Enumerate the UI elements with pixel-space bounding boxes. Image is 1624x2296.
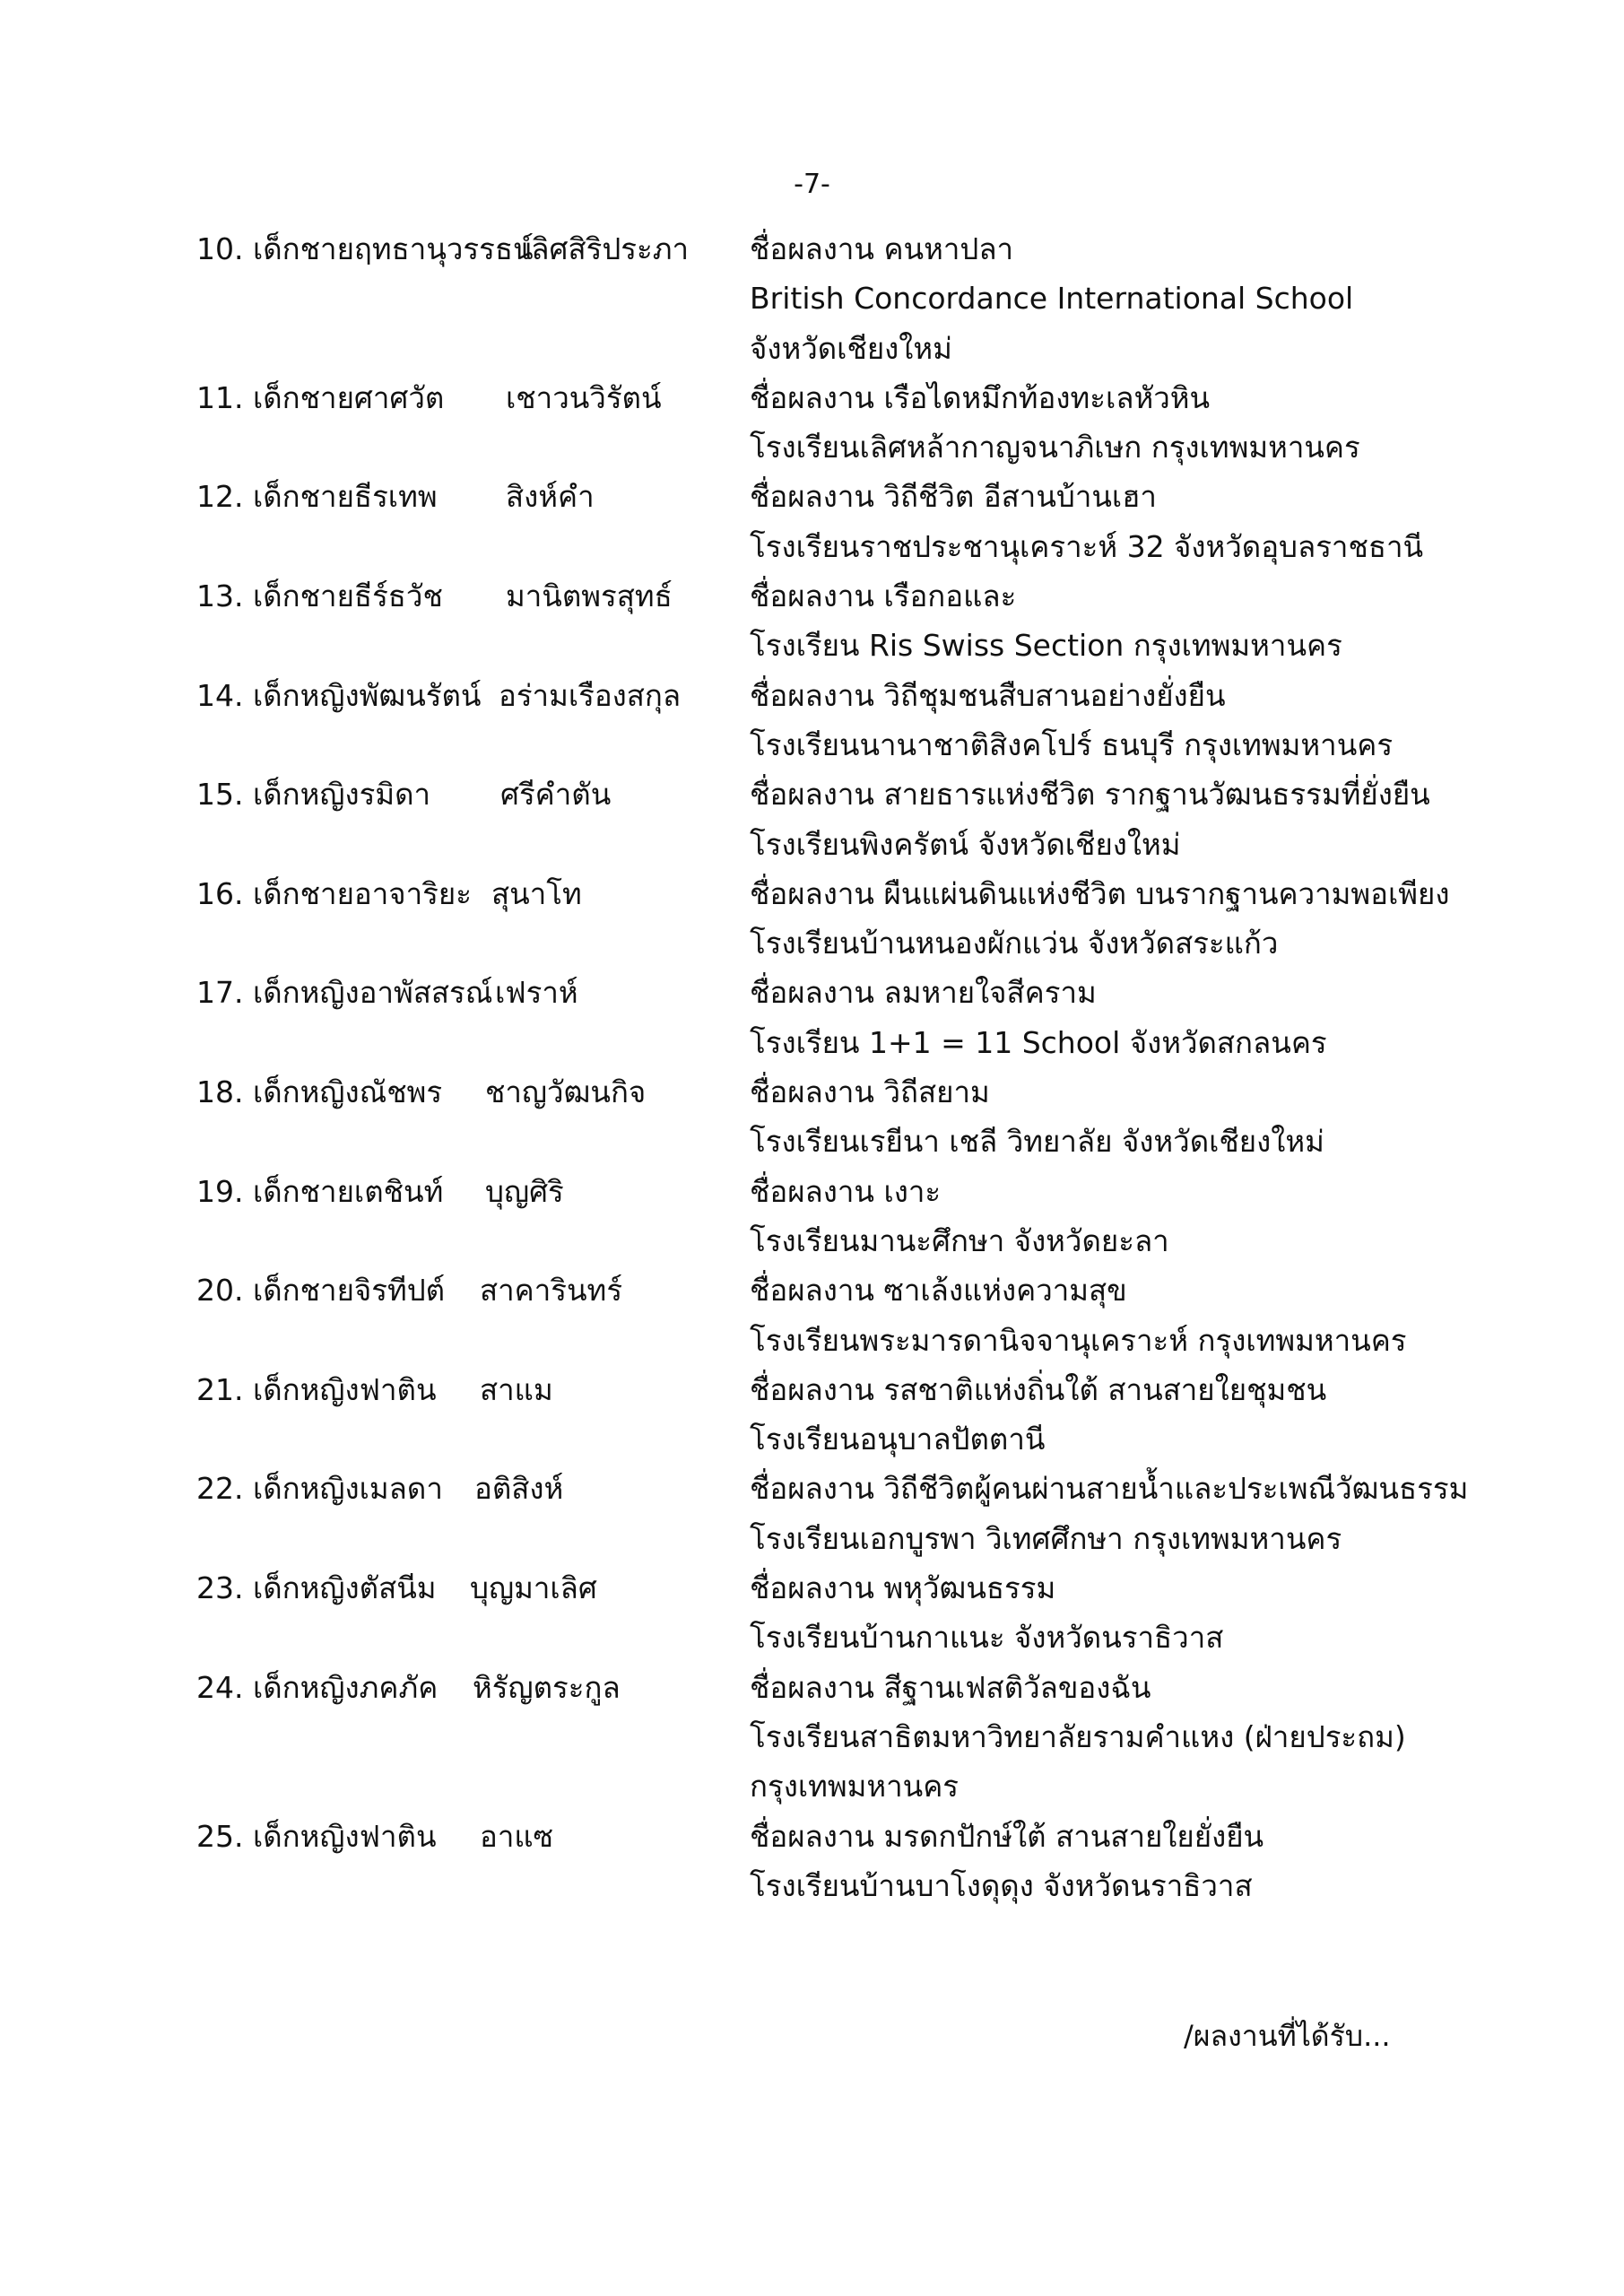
entry-name: 10. เด็กชายฤทธานุวรรธน์ bbox=[196, 231, 534, 266]
list-item bbox=[196, 1663, 1434, 1812]
entry-work-title: ชื่อผลงาน พหุวัฒนธรรม bbox=[750, 1570, 1056, 1606]
list-item bbox=[196, 373, 1434, 473]
entry-name: 15. เด็กหญิงรมิดา bbox=[196, 777, 431, 813]
entry-work-title: ชื่อผลงาน ผืนแผ่นดินแห่งชีวิต บนรากฐานความพอเพียง bbox=[750, 875, 1450, 911]
entry-school: British Concordance International School bbox=[750, 281, 1354, 317]
entry-surname: สาคารินทร์ bbox=[480, 1273, 623, 1309]
entry-name: 25. เด็กหญิงฟาติน bbox=[196, 1818, 437, 1854]
list-item bbox=[196, 1167, 1434, 1266]
entry-school: โรงเรียนมานะศึกษา จังหวัดยะลา bbox=[750, 1222, 1169, 1258]
entry-surname: มานิตพรสุทธ์ bbox=[506, 578, 673, 614]
entry-work-title: ชื่อผลงาน วิถีชีวิตผู้คนผ่านสายน้ำและประเพณีวัฒนธรรม bbox=[750, 1471, 1469, 1507]
list-item bbox=[196, 671, 1434, 770]
entry-school: โรงเรียนพิงครัตน์ จังหวัดเชียงใหม่ bbox=[750, 826, 1181, 862]
entry-work-title: ชื่อผลงาน ซาเล้งแห่งความสุข bbox=[750, 1273, 1127, 1309]
entry-work-title: ชื่อผลงาน วิถีชุมชนสืบสานอย่างยั่งยืน bbox=[750, 677, 1226, 713]
entry-surname: เชาวนวิรัตน์ bbox=[506, 379, 662, 415]
entry-name: 12. เด็กชายธีรเทพ bbox=[196, 479, 438, 515]
entry-work-title: ชื่อผลงาน เงาะ bbox=[750, 1173, 942, 1209]
entry-name: 16. เด็กชายอาจาริยะ bbox=[196, 875, 472, 911]
continuation-note: /ผลงานที่ได้รับ... bbox=[1184, 2019, 1391, 2053]
entry-work-title: ชื่อผลงาน เรือกอและ bbox=[750, 578, 1017, 614]
entry-work-title: ชื่อผลงาน วิถีสยาม bbox=[750, 1074, 990, 1110]
entry-name: 19. เด็กชายเตชินท์ bbox=[196, 1173, 444, 1209]
entry-work-title: ชื่อผลงาน ลมหายใจสีคราม bbox=[750, 975, 1097, 1011]
list-item bbox=[196, 571, 1434, 671]
entry-work-title: ชื่อผลงาน วิถีชีวิต อีสานบ้านเฮา bbox=[750, 479, 1157, 515]
entry-work-title: ชื่อผลงาน สีฐานเฟสติวัลของฉัน bbox=[750, 1669, 1151, 1705]
list-item bbox=[196, 968, 1434, 1067]
entry-surname: เลิศสิริประภา bbox=[521, 231, 689, 266]
list-item bbox=[196, 1812, 1434, 1911]
entry-school: โรงเรียนเอกบูรพา วิเทศศึกษา กรุงเทพมหานคร bbox=[750, 1520, 1342, 1556]
entry-surname: หิรัญตระกูล bbox=[473, 1669, 621, 1705]
entry-work-title: ชื่อผลงาน เรือไดหมึกท้องทะเลหัวหิน bbox=[750, 379, 1211, 415]
entry-surname: อติสิงห์ bbox=[474, 1471, 564, 1507]
entry-school: กรุงเทพมหานคร bbox=[750, 1769, 959, 1805]
entry-school: โรงเรียนเลิศหล้ากาญจนาภิเษก กรุงเทพมหานคร bbox=[750, 430, 1360, 465]
entry-name: 20. เด็กชายจิรทีปต์ bbox=[196, 1273, 446, 1309]
entry-surname: อร่ามเรืองสกุล bbox=[499, 677, 682, 713]
entry-name: 11. เด็กชายศาศวัต bbox=[196, 379, 445, 415]
entry-surname: ชาญวัฒนกิจ bbox=[485, 1074, 647, 1110]
entry-name: 24. เด็กหญิงภคภัค bbox=[196, 1669, 439, 1705]
entry-surname: เฟราห์ bbox=[495, 975, 578, 1011]
entry-school: โรงเรียนเรยีนา เชลี วิทยาลัย จังหวัดเชียงใหม่ bbox=[750, 1124, 1324, 1160]
list-item bbox=[196, 1265, 1434, 1365]
entry-name: 23. เด็กหญิงตัสนีม bbox=[196, 1570, 437, 1606]
entry-surname: ศรีคำตัน bbox=[500, 777, 612, 813]
entry-school: โรงเรียนบ้านบาโงดุดุง จังหวัดนราธิวาส bbox=[750, 1867, 1253, 1903]
list-item bbox=[196, 1067, 1434, 1167]
entry-school: โรงเรียน 1+1 = 11 School จังหวัดสกลนคร bbox=[750, 1024, 1327, 1060]
entry-surname: สิงห์คำ bbox=[506, 479, 595, 515]
entry-school: โรงเรียนพระมารดานิจจานุเคราะห์ กรุงเทพมหานคร bbox=[750, 1322, 1407, 1358]
entry-school: โรงเรียนสาธิตมหาวิทยาลัยรามคำแหง (ฝ่ายประถม) bbox=[750, 1718, 1406, 1754]
entry-name: 22. เด็กหญิงเมลดา bbox=[196, 1471, 443, 1507]
entry-school: จังหวัดเชียงใหม่ bbox=[750, 330, 952, 366]
list-item bbox=[196, 1365, 1434, 1465]
entry-name: 18. เด็กหญิงณัชพร bbox=[196, 1074, 443, 1110]
entry-school: โรงเรียนบ้านกาแนะ จังหวัดนราธิวาส bbox=[750, 1620, 1224, 1656]
entry-surname: สุนาโท bbox=[491, 875, 582, 911]
entry-school: โรงเรียน Ris Swiss Section กรุงเทพมหานคร bbox=[750, 628, 1342, 664]
list-item bbox=[196, 869, 1450, 969]
entry-school: โรงเรียนราชประชานุเคราะห์ 32 จังหวัดอุบลราชธานี bbox=[750, 528, 1424, 564]
entry-work-title: ชื่อผลงาน รสชาติแห่งถิ่นใต้ สานสายใยชุมชน bbox=[750, 1371, 1327, 1407]
entry-surname: อาแซ bbox=[480, 1818, 554, 1854]
list-item bbox=[196, 770, 1434, 869]
entry-name: 14. เด็กหญิงพัฒนรัตน์ bbox=[196, 677, 482, 713]
award-list bbox=[196, 224, 1469, 1910]
entry-name: 17. เด็กหญิงอาพัสสรณ์ bbox=[196, 975, 493, 1011]
list-item bbox=[196, 224, 1434, 373]
entry-surname: บุญมาเลิศ bbox=[470, 1570, 597, 1606]
list-item bbox=[196, 472, 1434, 571]
entry-name: 13. เด็กชายธีร์ธวัช bbox=[196, 578, 443, 614]
entry-surname: สาแม bbox=[480, 1371, 553, 1407]
list-item bbox=[196, 1563, 1434, 1663]
entry-school: โรงเรียนนานาชาติสิงคโปร์ ธนบุรี กรุงเทพมหานคร bbox=[750, 726, 1394, 762]
entry-school: โรงเรียนบ้านหนองผักแว่น จังหวัดสระแก้ว bbox=[750, 926, 1279, 961]
list-item bbox=[196, 1464, 1469, 1563]
entry-work-title: ชื่อผลงาน สายธารแห่งชีวิต รากฐานวัฒนธรรมที่ยั่งยืน bbox=[750, 777, 1430, 813]
entry-work-title: ชื่อผลงาน มรดกปักษ์ใต้ สานสายใยยั่งยืน bbox=[750, 1818, 1264, 1854]
entry-name: 21. เด็กหญิงฟาติน bbox=[196, 1371, 437, 1407]
entry-surname: บุญศิริ bbox=[485, 1173, 564, 1209]
entry-work-title: ชื่อผลงาน คนหาปลา bbox=[750, 231, 1014, 266]
entry-school: โรงเรียนอนุบาลปัตตานี bbox=[750, 1422, 1046, 1457]
page-number: -7- bbox=[794, 169, 830, 200]
